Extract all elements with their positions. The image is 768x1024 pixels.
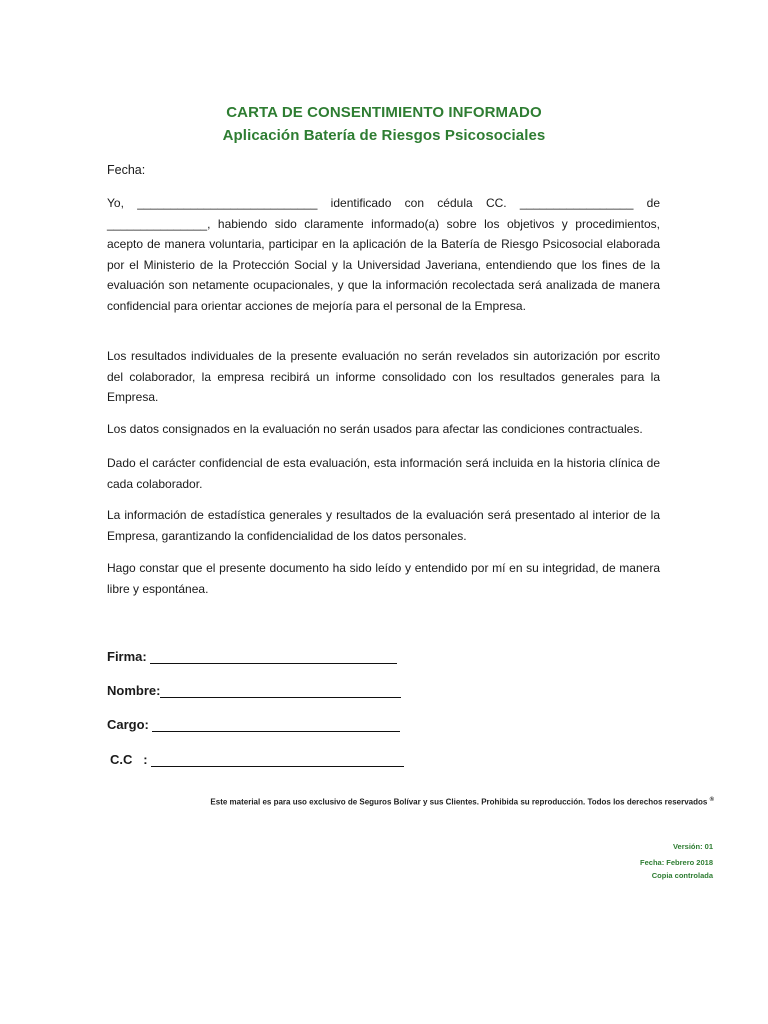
paragraph-data: Los datos consignados en la evaluación no serán usados para afectar las condiciones contractuales.	[107, 422, 643, 436]
paragraph-consent: Yo, ___________________________ identificado con cédula CC. _________________ de _______________, habiendo sido claramente informado(a) sobre los objetivos y procedimientos, acepto de manera voluntaria, participar en la aplicación de la Batería de Riesgo Psicosocial elaborada por el Ministerio de la Protección Social y la Universidad Javeriana, entendiendo que los fines de la evaluación son netamente ocupacionales, y que la información recolectada será analizada de manera confidencial para orientar acciones de mejoría para el personal de la Empresa.	[107, 196, 660, 313]
copy-label: Copia controlada	[651, 871, 713, 880]
fecha-label: Fecha:	[107, 163, 146, 177]
paragraph-statement: Hago constar que el presente documento ha sido leído y entendido por mí en su integridad, de manera libre y espontánea.	[107, 561, 660, 596]
nombre-line[interactable]	[160, 683, 401, 698]
registered-mark: ®	[709, 797, 714, 803]
disclaimer-text: Este material es para uso exclusivo de Seguros Bolívar y sus Clientes. Prohibida su reproducción. Todos los derechos reservados	[210, 797, 708, 807]
document-subtitle: Aplicación Batería de Riesgos Psicosociales	[222, 127, 546, 144]
cc-label: C.C :	[110, 752, 148, 767]
firma-line[interactable]	[150, 649, 397, 664]
cc-line[interactable]	[151, 752, 404, 767]
nombre-row	[107, 683, 401, 698]
footer-disclaimer	[100, 797, 714, 807]
cargo-label: Cargo:	[107, 717, 149, 732]
paragraph-results: Los resultados individuales de la presente evaluación no serán revelados sin autorización por escrito del colaborador, la empresa recibirá un informe consolidado con los resultados generales para la Empresa.	[107, 349, 660, 404]
paragraph-confidential: Dado el carácter confidencial de esta evaluación, esta información será incluida en la historia clínica de cada colaborador.	[107, 456, 660, 491]
document-title: CARTA DE CONSENTIMIENTO INFORMADO	[226, 104, 542, 121]
firma-row	[107, 649, 397, 664]
firma-label: Firma:	[107, 649, 147, 664]
nombre-label: Nombre:	[107, 683, 161, 698]
cargo-row	[107, 717, 400, 732]
date-label: Fecha: Febrero 2018	[640, 858, 713, 867]
cargo-line[interactable]	[152, 717, 400, 732]
paragraph-statistics: La información de estadística generales y resultados de la evaluación será presentado al interior de la Empresa, garantizando la confidencialidad de los datos personales.	[107, 508, 660, 543]
cc-row	[110, 752, 404, 767]
version-label: Versión: 01	[672, 842, 713, 851]
